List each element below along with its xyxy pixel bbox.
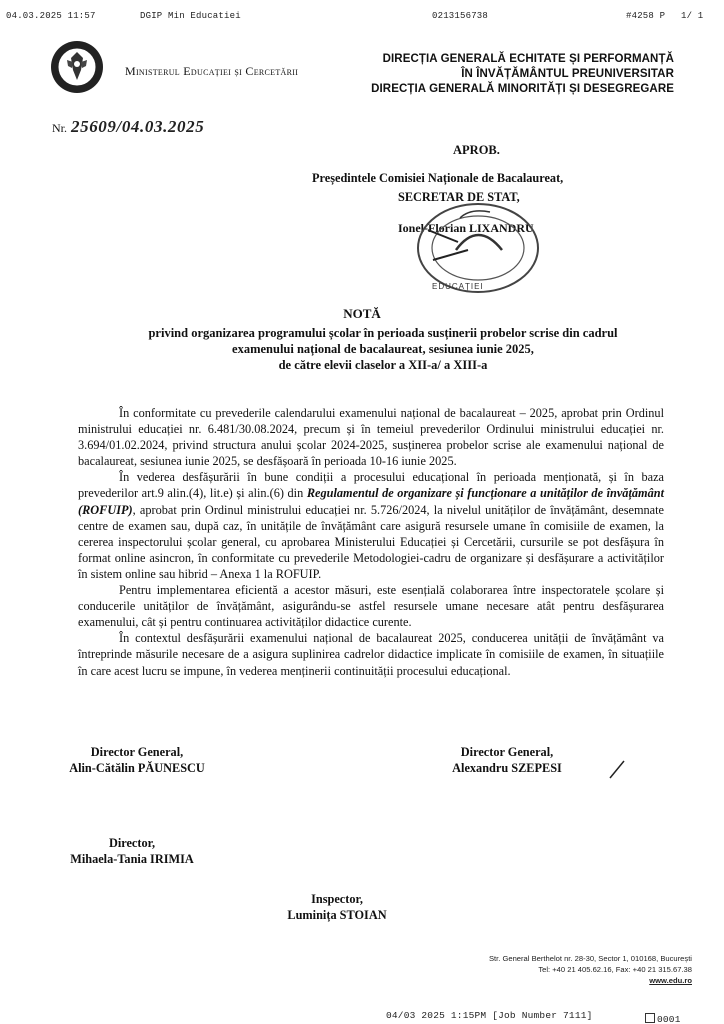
signature-left xyxy=(52,745,222,776)
paragraph-1: În conformitate cu prevederile calendarului examenului național de bacalaureat – 2025, aprobat prin Ordinul ministrului educației nr. 6.481/30.08.2024, precum și în temeiul prevederilor Ordinului ministrului educației nr. 3.694/01.02.2024, privind structura anului școlar 2024-2025, susținerea probelor scrise ale examenului național de bacalaureat, sesiunea iunie 2025, se desfășoară în perioada 10-16 iunie 2025. xyxy=(78,406,664,469)
note-body xyxy=(78,405,664,679)
signature-mark xyxy=(606,758,628,780)
signature-inspector xyxy=(262,892,412,923)
footer-address: Str. General Berthelot nr. 28-30, Sector 1, 010168, București xyxy=(488,954,692,963)
footer-website-link[interactable]: www.edu.ro xyxy=(649,976,692,985)
fax-sender: DGIP Min Educatiei xyxy=(140,11,241,21)
signature-inspector-name: Luminița STOIAN xyxy=(287,907,387,922)
fax-phone: 0213156738 xyxy=(432,11,489,21)
directorate-line-2: ÎN ÎNVĂȚĂMÂNTUL PREUNIVERSITAR xyxy=(461,68,674,80)
signature-director-role: Director, xyxy=(108,836,156,850)
signature-director xyxy=(52,836,212,867)
paragraph-2-part-1: În vederea desfășurării în bune condiții a procesului educațional în perioada menționată, și în baza prevederilor art.9 alin.(4), lit.e) și alin.(6) din xyxy=(78,470,664,501)
registration-handwritten: 25609/04.03.2025 xyxy=(71,117,205,136)
rofuip-reference: Regulamentul de organizare și funcționare a unităților de învățământ (ROFUIP) xyxy=(78,486,664,517)
directorates-block xyxy=(344,52,674,97)
paragraph-2-part-2: , aprobat prin Ordinul ministrului educației nr. 5.726/2024, la nivelul unităților de învățământ, desemnate centre de examen sau, după caz, în unitățile de învățământ care asigură resursele umane în comisiile de examen, la cererea inspectorului școlar general, cu aprobarea Ministerului Educației și Cercetării, cursurile se pot desfășura în format online asincron, în conformitate cu prevederile Metodologiei-cadru de organizare și desfășurare a activităților în sistem online sau hibrid – Anexa 1 la ROFUIP. xyxy=(78,502,664,581)
note-subtitle-line-1: privind organizarea programului școlar în perioada susținerii probelor scrise din cadrul xyxy=(148,326,618,340)
signature-right-role: Director General, xyxy=(460,745,554,759)
fax-footer-text: 04/03 2025 1:15PM [Job Number 7111] xyxy=(386,1010,593,1021)
paragraph-4: În contextul desfășurării examenului național de bacalaureat 2025, conducerea unității de învățământ va întreprinde măsurile necesare de a asigura suplinirea cadrelor didactice implicate în comisiile de examen, în situațiile în care acest lucru se impune, în vederea menținerii continuității procesului educațional. xyxy=(78,631,664,678)
coat-of-arms-icon xyxy=(50,40,104,94)
signature-director-name: Mihaela-Tania IRIMIA xyxy=(70,851,194,866)
registration-number xyxy=(52,117,204,137)
note-title: NOTĂ xyxy=(343,306,381,321)
signature-left-role: Director General, xyxy=(90,745,184,759)
signature-left-name: Alin-Cătălin PĂUNESCU xyxy=(69,760,205,775)
note-subtitle-line-3: de către elevii claselor a XII-a/ a XIII-a xyxy=(278,358,488,372)
page-box-icon xyxy=(645,1013,655,1023)
directorate-line-3: DIRECȚIA GENERALĂ MINORITĂȚI ȘI DESEGREGARE xyxy=(371,83,674,95)
directorate-line-1: DIRECȚIA GENERALĂ ECHITATE ȘI PERFORMANȚĂ xyxy=(382,53,674,65)
registration-prefix: Nr. xyxy=(52,121,67,135)
ministry-name: Ministerul Educației și Cercetării xyxy=(125,64,299,78)
signature-inspector-role: Inspector, xyxy=(311,892,363,906)
fax-job: #4258 P xyxy=(626,11,666,21)
approval-title: APROB. xyxy=(453,143,500,157)
ministry-seal xyxy=(50,40,104,94)
signature-right xyxy=(432,745,582,776)
fax-footer-page: 0001 xyxy=(657,1014,681,1024)
fax-footer-page-block xyxy=(645,1009,681,1024)
fax-datetime: 04.03.2025 11:57 xyxy=(6,11,96,21)
fax-page: 1/ 1 xyxy=(681,11,704,21)
approval-position: SECRETAR DE STAT, xyxy=(398,190,520,204)
official-stamp xyxy=(398,190,548,300)
approval-name: Ionel-Florian LIXANDRU xyxy=(398,221,534,235)
note-subtitle-line-2: examenului național de bacalaureat, sesiunea iunie 2025, xyxy=(232,342,534,356)
stamp-text-bottom: EDUCAȚIEI xyxy=(432,282,484,291)
footer-contact: Tel: +40 21 405.62.16, Fax: +40 21 315.67.38 xyxy=(538,965,692,974)
signature-right-name: Alexandru SZEPESI xyxy=(452,760,562,775)
footer-address-block xyxy=(362,953,692,986)
note-subtitle xyxy=(70,325,696,373)
paragraph-2 xyxy=(78,469,664,582)
paragraph-3: Pentru implementarea eficientă a acestor măsuri, este esențială colaborarea între inspectoratele școlare și conducerile unităților de învățământ, asigurându-se astfel resursele umane necesare atât pentru desfășurarea examenului, cât și pentru continuarea activităților didactice curente. xyxy=(78,583,664,630)
approval-role: Președintele Comisiei Naționale de Bacalaureat, xyxy=(312,171,564,185)
pen-stroke-icon xyxy=(606,758,628,780)
